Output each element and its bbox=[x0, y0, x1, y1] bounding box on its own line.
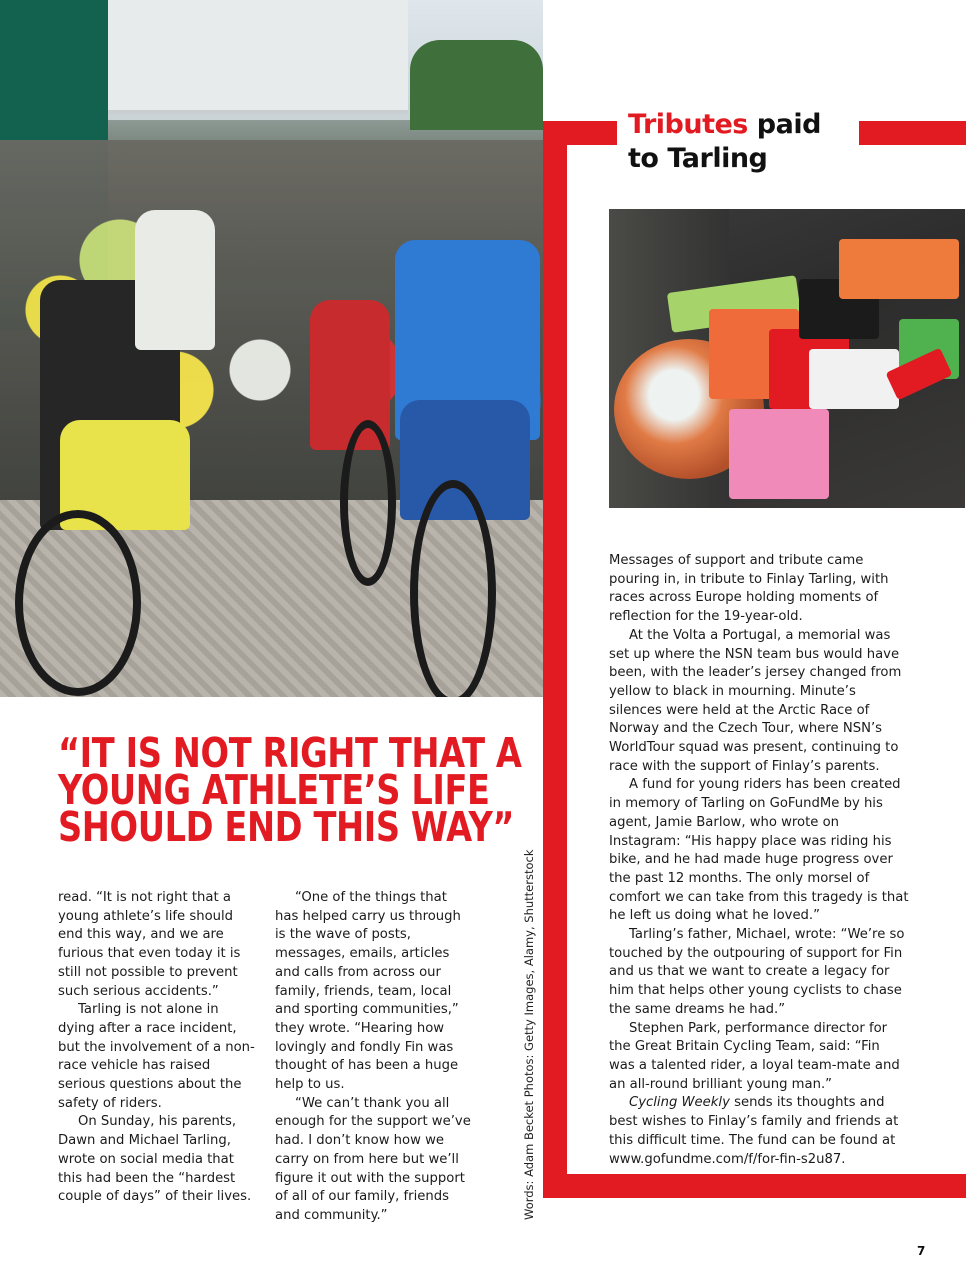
body-column-middle bbox=[275, 889, 471, 1226]
paragraph: Tarling is not alone in dying after a race incident, but the involvement of a non-race vehicle has raised serious questions about the safety of riders. bbox=[58, 1002, 255, 1111]
tribute-memorial-photo bbox=[609, 209, 965, 508]
paragraph: “We can’t thank you all enough for the support we’ve had. I don’t know how we carry on from here but we’ll figure it out with the support of all of our family, friends and community.” bbox=[275, 1095, 471, 1223]
pull-quote-line: “IT IS NOT RIGHT THAT A bbox=[58, 729, 522, 777]
pull-quote bbox=[58, 729, 522, 851]
paragraph: Stephen Park, performance director for the Great Britain Cycling Team, said: “Fin was a talented rider, a loyal team-mate and an all-round brilliant young man.” bbox=[609, 1020, 900, 1092]
paragraph: Tarling’s father, Michael, wrote: “We’re so touched by the outpouring of support for Fin and us that we want to create a legacy for him that helps other young cyclists to chase the same dreams he had.” bbox=[609, 927, 905, 1017]
title-rest-1: paid bbox=[747, 109, 821, 140]
body-column-right bbox=[609, 552, 909, 1169]
paragraph: On Sunday, his parents, Dawn and Michael Tarling, wrote on social media that this had been the “hardest couple of days” of their lives. bbox=[58, 1114, 252, 1205]
page-number: 7 bbox=[917, 1244, 926, 1258]
closing-text: sends its thoughts and best wishes to Finlay’s family and friends at this difficult time. The fund can be found at www.gofundme.com/f/for-fin-s2u87. bbox=[609, 1095, 899, 1167]
pull-quote-line: YOUNG ATHLETE’S LIFE bbox=[58, 766, 490, 814]
title-rest-2: to Tarling bbox=[628, 143, 768, 174]
publication-name: Cycling Weekly bbox=[629, 1095, 730, 1111]
paragraph: At the Volta a Portugal, a memorial was set up where the NSN team bus would have been, with the leader’s jersey changed from yellow to black in mourning. Minute’s silences were held at the Arctic Race of Norway and the Czech Tour, where NSN’s WorldTour squad was present, continuing to race with the support of Finlay’s parents. bbox=[609, 627, 902, 774]
body-column-left bbox=[58, 889, 256, 1207]
paragraph: Messages of support and tribute came pouring in, in tribute to Finlay Tarling, with races across Europe holding moments of reflection for the 19-year-old. bbox=[609, 553, 889, 625]
article-title bbox=[628, 108, 838, 176]
paragraph: A fund for young riders has been created in memory of Tarling on GoFundMe by his agent, Jamie Barlow, who wrote on Instagram: “His happy place was riding his bike, and he had made huge progress over the past 12 months. The only morsel of comfort we can take from this tragedy is that he left us doing what he loved.” bbox=[609, 777, 909, 924]
closing-paragraph bbox=[609, 1094, 909, 1169]
paragraph: read. “It is not right that a young athlete’s life should end this way, and we are furious that even today it is still not possible to prevent such serious accidents.” bbox=[58, 890, 241, 999]
riders-silence-photo bbox=[0, 0, 543, 697]
pull-quote-line: SHOULD END THIS WAY” bbox=[58, 803, 515, 851]
photo-credit: Words: Adam Becket Photos: Getty Images, Alamy, Shutterstock bbox=[522, 849, 536, 1220]
title-accent: Tributes bbox=[628, 109, 748, 140]
paragraph: “One of the things that has helped carry us through is the wave of posts, messages, emails, articles and calls from across our family, friends, team, local and sporting communities,” they wrote. “Hearing how lovingly and fondly Fin was thought of has been a huge help to us. bbox=[275, 890, 461, 1093]
